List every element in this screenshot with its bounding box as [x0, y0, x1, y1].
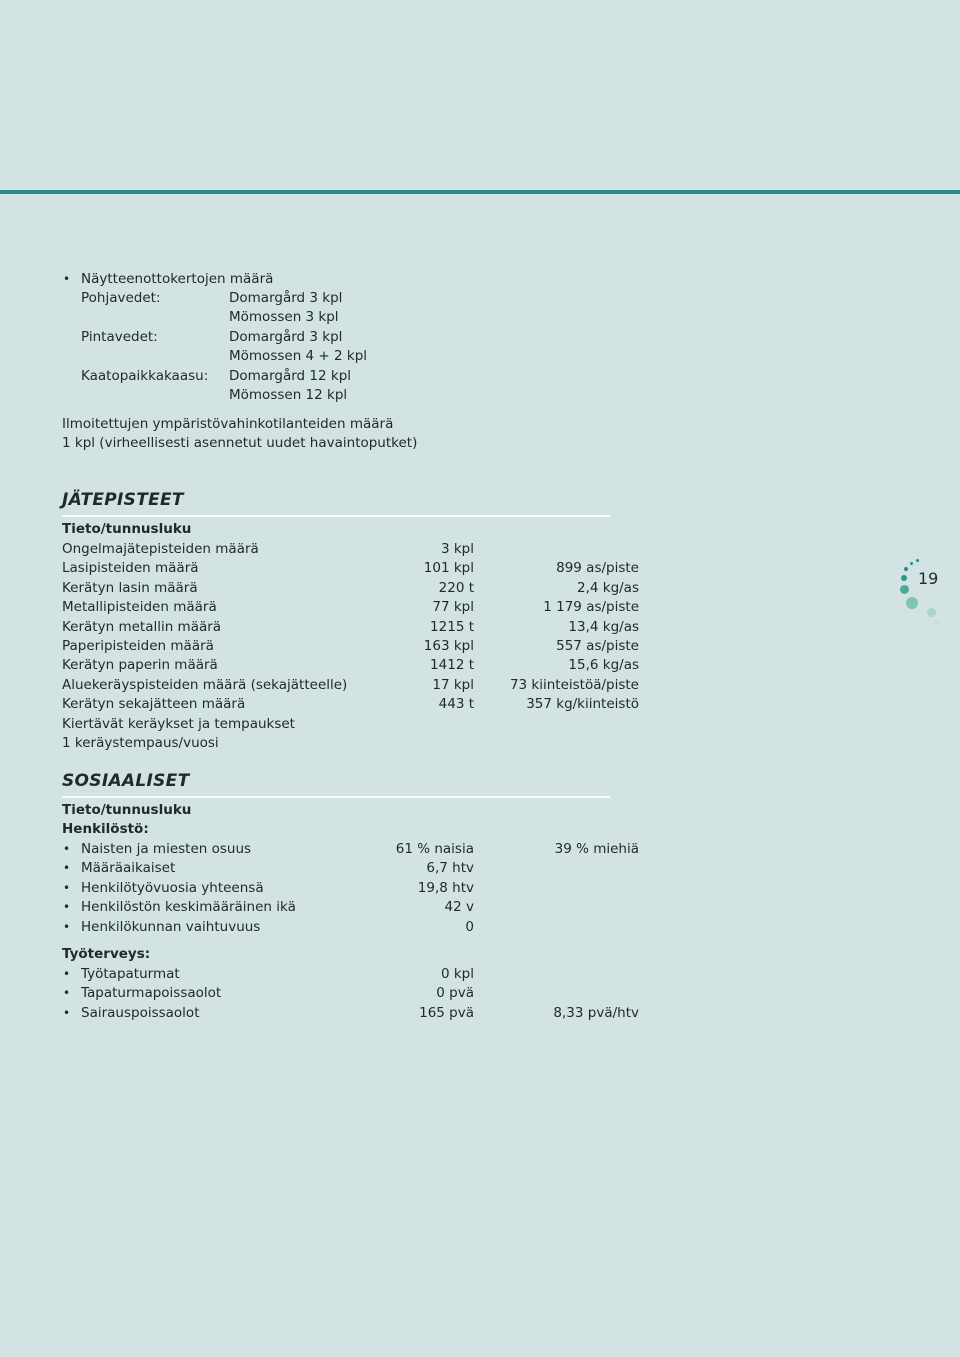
staff-row-value: 0	[465, 918, 474, 935]
staff-row-value: 6,7 htv	[426, 860, 474, 877]
row-ratio: 13,4 kg/as	[568, 618, 639, 635]
row-value: 1215 t	[430, 618, 474, 635]
row-ratio: 2,4 kg/as	[576, 579, 639, 596]
staff-row-label: • Henkilökunnan vaihtuvuus	[81, 918, 260, 937]
row-label: Metallipisteiden määrä	[62, 599, 217, 616]
sampling-value: Mömossen 3 kpl	[229, 309, 339, 325]
row-value: 77 kpl	[432, 599, 474, 616]
staff-row-label: • Henkilöstön keskimääräinen ikä	[81, 898, 296, 917]
staff-row-label: • Naisten ja miesten osuus	[81, 840, 251, 859]
sampling-value: Mömossen 4 + 2 kpl	[229, 348, 368, 364]
row-label: Kerätyn sekajätteen määrä	[62, 696, 246, 713]
staff-row-label: • Määräaikaiset	[81, 859, 175, 878]
top-accent-rule	[0, 190, 960, 194]
row-ratio: 15,6 kg/as	[568, 657, 639, 674]
page-number: 19	[918, 569, 939, 588]
row-label: Paperipisteiden määrä	[62, 638, 214, 654]
sampling-value: Mömossen 12 kpl	[229, 387, 348, 403]
row-ratio: 1 179 as/piste	[543, 599, 639, 616]
table-subheading: Tieto/tunnusluku	[62, 802, 192, 818]
health-row-extra: 8,33 pvä/htv	[553, 1004, 639, 1021]
health-row-label: • Tapaturmapoissaolot	[81, 984, 221, 1003]
row-ratio: 73 kiinteistöä/piste	[509, 676, 639, 693]
health-row-value: 0 kpl	[440, 966, 474, 982]
row-label: Kerätyn paperin määrä	[62, 657, 218, 674]
health-row-label: • Työtapaturmat	[81, 965, 180, 984]
incidents-heading: Ilmoitettujen ympäristövahinkotilanteiden määrä	[62, 416, 394, 432]
sampling-label: Kaatopaikkakaasu:	[81, 368, 209, 384]
row-ratio: 557 as/piste	[556, 638, 639, 654]
incidents-value: 1 kpl (virheellisesti asennetut uudet havaintoputket)	[62, 435, 418, 451]
section-title-sosiaaliset: SOSIAALISET	[62, 771, 190, 791]
sampling-label: Pintavedet:	[81, 329, 158, 345]
row-value: 101 kpl	[423, 560, 474, 577]
row-label: Lasipisteiden määrä	[62, 560, 199, 577]
staff-heading: Henkilöstö:	[62, 821, 149, 837]
section-rule	[62, 515, 610, 517]
row-value: 220 t	[438, 579, 474, 596]
row-value: 3 kpl	[440, 541, 474, 557]
staff-row-value: 19,8 htv	[417, 879, 474, 896]
row-label: Kiertävät keräykset ja tempaukset	[62, 715, 295, 732]
staff-row-extra: 39 % miehiä	[554, 841, 639, 857]
sampling-value: Domargård 12 kpl	[229, 368, 352, 384]
section-rule	[62, 796, 610, 798]
health-heading: Työterveys:	[62, 946, 151, 962]
row-value: 17 kpl	[432, 676, 474, 693]
health-row-value: 165 pvä	[419, 1004, 474, 1021]
sampling-label: Pohjavedet:	[81, 290, 161, 306]
staff-row-value: 61 % naisia	[395, 841, 474, 857]
sampling-value: Domargård 3 kpl	[229, 290, 343, 306]
row-ratio: 899 as/piste	[556, 560, 639, 577]
health-row-label: • Sairauspoissaolot	[81, 1004, 200, 1023]
health-row-value: 0 pvä	[436, 985, 474, 1002]
section-title-jatepisteet: JÄTEPISTEET	[62, 490, 184, 510]
staff-row-value: 42 v	[444, 899, 474, 916]
row-label: 1 keräystempaus/vuosi	[62, 735, 219, 751]
table-subheading: Tieto/tunnusluku	[62, 521, 192, 537]
row-label: Kerätyn metallin määrä	[62, 618, 222, 635]
staff-row-label: • Henkilötyövuosia yhteensä	[81, 879, 264, 898]
row-value: 163 kpl	[423, 638, 474, 654]
row-label: Ongelmajätepisteiden määrä	[62, 541, 259, 557]
row-ratio: 357 kg/kiinteistö	[526, 696, 639, 713]
sampling-value: Domargård 3 kpl	[229, 329, 343, 345]
row-value: 1412 t	[430, 657, 474, 674]
row-label: Aluekeräyspisteiden määrä (sekajätteelle)	[62, 676, 348, 693]
row-label: Kerätyn lasin määrä	[62, 579, 198, 596]
row-value: 443 t	[438, 696, 474, 713]
sampling-heading: • Näytteenottokertojen määrä	[81, 270, 273, 289]
